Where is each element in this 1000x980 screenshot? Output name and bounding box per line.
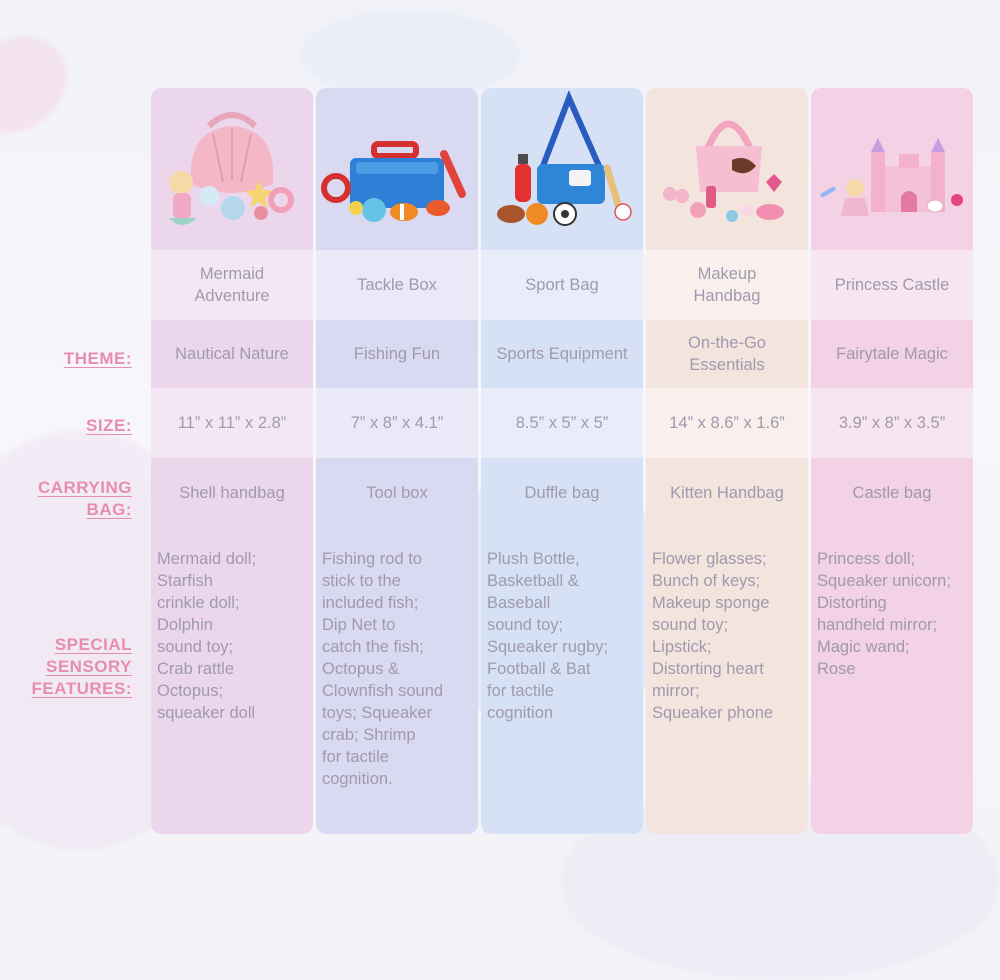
feature-line: for tactile [487, 682, 554, 700]
feature-line: Squeaker phone [652, 704, 774, 722]
row-label-special-line1: SPECIAL [54, 635, 132, 654]
product-size: 14” x 8.6” x 1.6” [646, 388, 808, 458]
row-label-special-line2: SENSORY [45, 657, 132, 676]
product-bag: Tool box [366, 484, 428, 502]
feature-line: Octopus & [322, 660, 400, 678]
feature-line: Squeaker rugby; [487, 638, 609, 656]
product-column-sport-bag [481, 88, 643, 834]
product-theme: Nautical Nature [175, 345, 289, 363]
feature-line: Magic wand; [817, 638, 910, 656]
feature-line: Starfish [157, 572, 213, 590]
feature-line: stick to the [322, 572, 401, 590]
feature-line: crinkle doll; [157, 594, 240, 612]
row-label-theme: THEME: [63, 349, 132, 368]
kitten-handbag-icon [646, 88, 808, 250]
feature-line: Lipstick; [652, 638, 712, 656]
decor-blob [0, 17, 86, 154]
product-name-line1: Makeup [697, 265, 757, 283]
feature-line: toys; Squeaker [322, 704, 433, 722]
feature-line: Makeup sponge [652, 594, 770, 612]
feature-line: Squeaker unicorn; [817, 572, 951, 590]
feature-line: Dip Net to [322, 616, 396, 634]
feature-line: squeaker doll [157, 704, 256, 722]
feature-line: for tactile [322, 748, 389, 766]
feature-line: Bunch of keys; [652, 572, 761, 590]
feature-line: sound toy; [487, 616, 564, 634]
product-size: 8.5” x 5” x 5” [481, 388, 643, 458]
feature-line: cognition [487, 704, 554, 722]
product-theme: Sports Equipment [496, 345, 628, 363]
feature-line: Princess doll; [817, 550, 916, 568]
feature-line: cognition. [322, 770, 393, 788]
product-column-mermaid [151, 88, 313, 834]
product-theme-line2: Essentials [689, 356, 765, 374]
decor-blob [300, 10, 520, 100]
shell-bag-icon [151, 88, 313, 250]
feature-line: sound toy; [157, 638, 234, 656]
product-name-line1: Sport Bag [525, 276, 599, 294]
feature-line: Crab rattle [157, 660, 235, 678]
row-label-special-line3: FEATURES: [31, 679, 132, 698]
product-bag: Duffle bag [524, 484, 600, 502]
product-theme: Fishing Fun [353, 345, 441, 363]
product-column-princess-castle [811, 88, 973, 834]
product-bag: Shell handbag [179, 484, 285, 502]
product-column-tackle-box [316, 88, 478, 834]
row-label-carrying-bag-line2: BAG: [86, 500, 132, 519]
feature-line: Octopus; [157, 682, 224, 700]
feature-line: Football & Bat [487, 660, 591, 678]
feature-line: Clownfish sound [322, 682, 444, 700]
feature-line: Rose [817, 660, 856, 678]
product-name-line1: Tackle Box [357, 276, 437, 294]
row-label-size: SIZE: [86, 416, 132, 435]
product-theme [646, 320, 808, 388]
feature-line: Flower glasses; [652, 550, 767, 568]
feature-line: Distorting [817, 594, 887, 612]
feature-line: sound toy; [652, 616, 729, 634]
feature-line: Fishing rod to [322, 550, 422, 568]
sport-bag-icon [481, 88, 643, 250]
feature-line: catch the fish; [322, 638, 424, 656]
feature-line: Distorting heart [652, 660, 764, 678]
product-features [481, 528, 643, 834]
feature-line: Mermaid doll; [157, 550, 257, 568]
product-size: 11” x 11” x 2.8” [151, 388, 313, 458]
product-features [316, 528, 478, 834]
product-name-line1: Princess Castle [834, 276, 950, 294]
product-theme-line1: On-the-Go [688, 334, 766, 352]
feature-line: crab; Shrimp [322, 726, 416, 744]
castle-icon [811, 88, 973, 250]
product-features [646, 528, 808, 834]
product-name-line1: Mermaid [199, 265, 265, 283]
product-name [151, 250, 313, 320]
product-features [811, 528, 973, 834]
product-features [151, 528, 313, 834]
feature-line: handheld mirror; [817, 616, 938, 634]
feature-line: Baseball [487, 594, 551, 612]
product-name [646, 250, 808, 320]
product-column-makeup-handbag [646, 88, 808, 834]
product-name [481, 250, 643, 320]
product-size: 3.9” x 8” x 3.5” [811, 388, 973, 458]
row-label-carrying-bag-line1: CARRYING [37, 478, 132, 497]
product-theme: Fairytale Magic [836, 345, 948, 363]
feature-line: Dolphin [157, 616, 213, 634]
product-size: 7” x 8” x 4.1” [316, 388, 478, 458]
product-name-line2: Adventure [194, 287, 270, 305]
product-bag: Kitten Handbag [670, 484, 784, 502]
product-bag: Castle bag [852, 484, 932, 502]
product-name [811, 250, 973, 320]
feature-line: mirror; [652, 682, 700, 700]
feature-line: Plush Bottle, [487, 550, 580, 568]
product-name-line2: Handbag [693, 287, 761, 305]
feature-line: Basketball & [487, 572, 579, 590]
product-name [316, 250, 478, 320]
tackle-box-icon [316, 88, 478, 250]
feature-line: included fish; [322, 594, 419, 612]
